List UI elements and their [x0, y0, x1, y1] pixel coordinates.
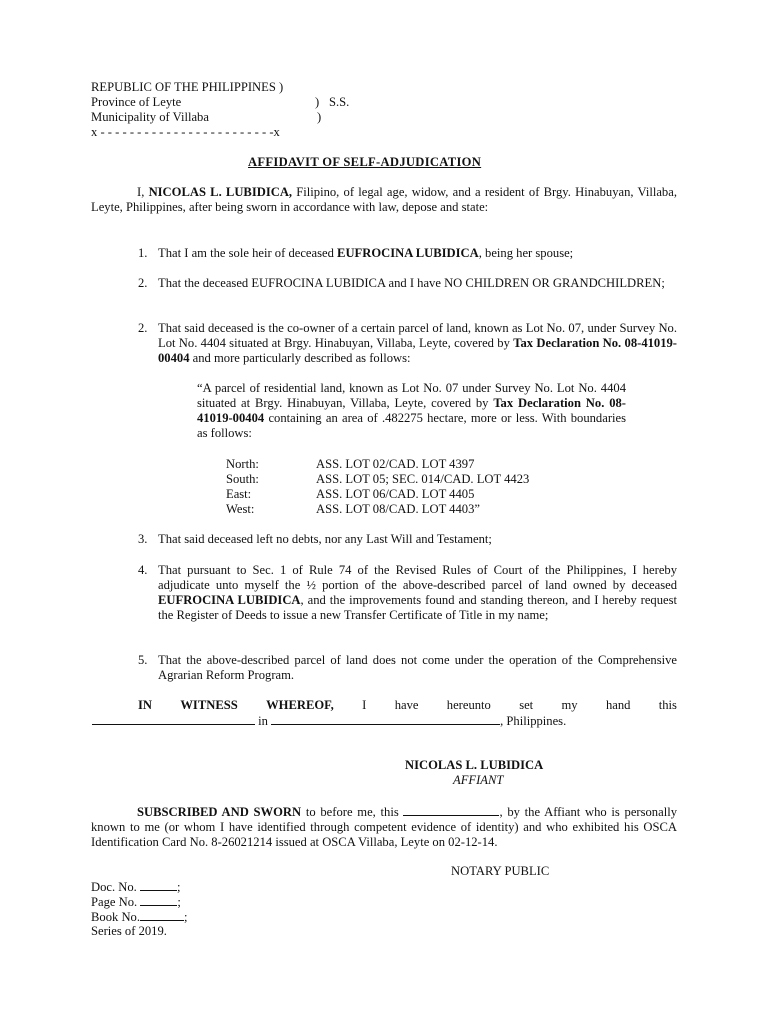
boundary-value: ASS. LOT 06/CAD. LOT 4405 [316, 487, 475, 501]
affiant-name: NICOLAS L. LUBIDICA [405, 758, 544, 772]
item-1-text [158, 246, 677, 261]
boundary-dir: East: [226, 487, 252, 501]
intro-affiant-name: NICOLAS L. LUBIDICA, [148, 185, 293, 199]
jurat-paragraph [91, 804, 677, 850]
boundary-row [226, 502, 529, 517]
item-5-bold: EUFROCINA LUBIDICA [158, 593, 301, 607]
jurat-post: , by the Affiant who is personally known to me (or whom I have identified through competent evidence of identity) and who exhibited his OSCA Identification Card No. 8-26021214 issued at OSCA Villaba, Leyte on 02-12-14. [91, 805, 677, 849]
place-blank[interactable] [271, 713, 500, 725]
witness-word: I [362, 698, 367, 712]
book-no-blank[interactable] [140, 909, 184, 921]
land-description-quote [197, 381, 626, 441]
boundaries-table [226, 457, 529, 517]
document-title: AFFIDAVIT OF SELF-ADJUDICATION [248, 155, 482, 169]
quote-bold: Tax Declaration No. 08-41019-00404 [197, 396, 626, 425]
doc-no-row [91, 879, 187, 894]
item-2-number: 2. [138, 276, 148, 290]
page-no-label: Page No. [91, 895, 138, 909]
item-3-bold: Tax Declaration No. 08-41019-00404 [158, 336, 677, 365]
caption-divider: x - - - - - - - - - - - - - - - - - - - - - - - -x [91, 125, 280, 139]
boundary-row [226, 487, 529, 502]
jurat-bold: SUBSCRIBED AND SWORN [137, 805, 302, 819]
item-5-number: 4. [138, 563, 148, 577]
boundary-dir: South: [226, 472, 259, 486]
witness-word: WHEREOF, [266, 698, 334, 712]
item-4-text: That said deceased left no debts, nor any Last Will and Testament; [158, 532, 492, 546]
doc-no-label: Doc. No. [91, 880, 137, 894]
quote-post: containing an area of .482275 hectare, more or less. With boundaries as follows: [197, 411, 626, 440]
affiant-label: AFFIANT [453, 773, 504, 787]
book-no-label: Book No. [91, 910, 140, 924]
page-no-blank[interactable] [140, 894, 177, 906]
intro-pre: I, [137, 185, 145, 199]
page-no-suffix: ; [177, 895, 181, 909]
caption-municipality: Municipality of Villaba [91, 110, 209, 124]
item-6-number: 5. [138, 653, 148, 667]
doc-no-blank[interactable] [140, 879, 177, 891]
item-1-post: , being her spouse; [478, 246, 574, 260]
boundary-value: ASS. LOT 05; SEC. 014/CAD. LOT 4423 [316, 472, 530, 486]
witness-in: in [258, 714, 268, 728]
witness-clause [92, 698, 677, 729]
notary-public-label: NOTARY PUBLIC [451, 864, 550, 878]
boundary-row [226, 457, 529, 472]
witness-word: hand [605, 698, 631, 712]
boundary-value: ASS. LOT 02/CAD. LOT 4397 [316, 457, 475, 471]
witness-word: my [561, 698, 578, 712]
witness-line-2 [92, 713, 677, 729]
jurat-date-blank[interactable] [403, 804, 499, 816]
series-row: Series of 2019. [91, 924, 167, 938]
caption-ss: S.S. [329, 95, 350, 109]
item-3-number: 2. [138, 321, 148, 335]
caption-municipality-paren: ) [317, 110, 322, 124]
item-3-pre: That said deceased is the co-owner of a certain parcel of land, known as Lot No. 07, under Survey No. Lot No. 4404 situated at Brgy. Hinabuyan, Villaba, Leyte, covered by [158, 321, 677, 350]
boundary-dir: North: [226, 457, 259, 471]
doc-entries [91, 879, 187, 939]
intro-rest: Filipino, of legal age, widow, and a resident of Brgy. Hinabuyan, Villaba, Leyte, Philippines, after being sworn in accordance with law, depose and state: [91, 185, 677, 214]
boundary-row [226, 472, 529, 487]
item-1-bold: EUFROCINA LUBIDICA [337, 246, 479, 260]
witness-word: IN [138, 698, 152, 712]
boundary-value: ASS. LOT 08/CAD. LOT 4403” [316, 502, 480, 516]
witness-word: hereunto [446, 698, 491, 712]
item-5-text [158, 563, 677, 623]
item-1-number: 1. [138, 246, 148, 260]
item-3-post: and more particularly described as follows: [192, 351, 411, 365]
witness-end: , Philippines. [500, 714, 567, 728]
caption [91, 80, 350, 140]
book-no-suffix: ; [183, 910, 188, 924]
item-3-text [158, 321, 677, 366]
page-no-row [91, 894, 187, 909]
date-blank[interactable] [92, 713, 255, 725]
intro-paragraph [91, 185, 677, 215]
item-6-text: That the above-described parcel of land does not come under the operation of the Comprehensive Agrarian Reform Program. [158, 653, 677, 682]
witness-line-1 [92, 698, 677, 713]
witness-word: have [394, 698, 419, 712]
caption-municipality-row [91, 110, 322, 125]
caption-province-row [91, 95, 350, 110]
item-5-pre: That pursuant to Sec. 1 of Rule 74 of the Revised Rules of Court of the Philippines, I hereby adjudicate unto myself the ½ portion of the above-described parcel of land owned by deceased [158, 563, 677, 592]
item-5-post: , and the improvements found and standing thereon, and I hereby request the Register of Deeds to issue a new Transfer Certificate of Title in my name; [158, 593, 678, 622]
witness-word: set [519, 698, 534, 712]
jurat-pre: to before me, this [305, 805, 399, 819]
item-1-pre: That I am the sole heir of deceased [158, 246, 334, 260]
witness-word: this [658, 698, 677, 712]
caption-province-paren: ) [315, 95, 320, 109]
caption-republic: REPUBLIC OF THE PHILIPPINES ) [91, 80, 284, 94]
witness-word: WITNESS [180, 698, 238, 712]
item-4-number: 3. [138, 532, 148, 546]
item-2-text: That the deceased EUFROCINA LUBIDICA and I have NO CHILDREN OR GRANDCHILDREN; [158, 276, 665, 290]
boundary-dir: West: [226, 502, 255, 516]
book-no-row [91, 909, 187, 924]
doc-no-suffix: ; [176, 880, 181, 894]
quote-pre: “A parcel of residential land, known as Lot No. 07 under Survey No. Lot No. 4404 situated at Brgy. Hinabuyan, Villaba, Leyte, covered by [197, 381, 626, 410]
caption-province: Province of Leyte [91, 95, 182, 109]
